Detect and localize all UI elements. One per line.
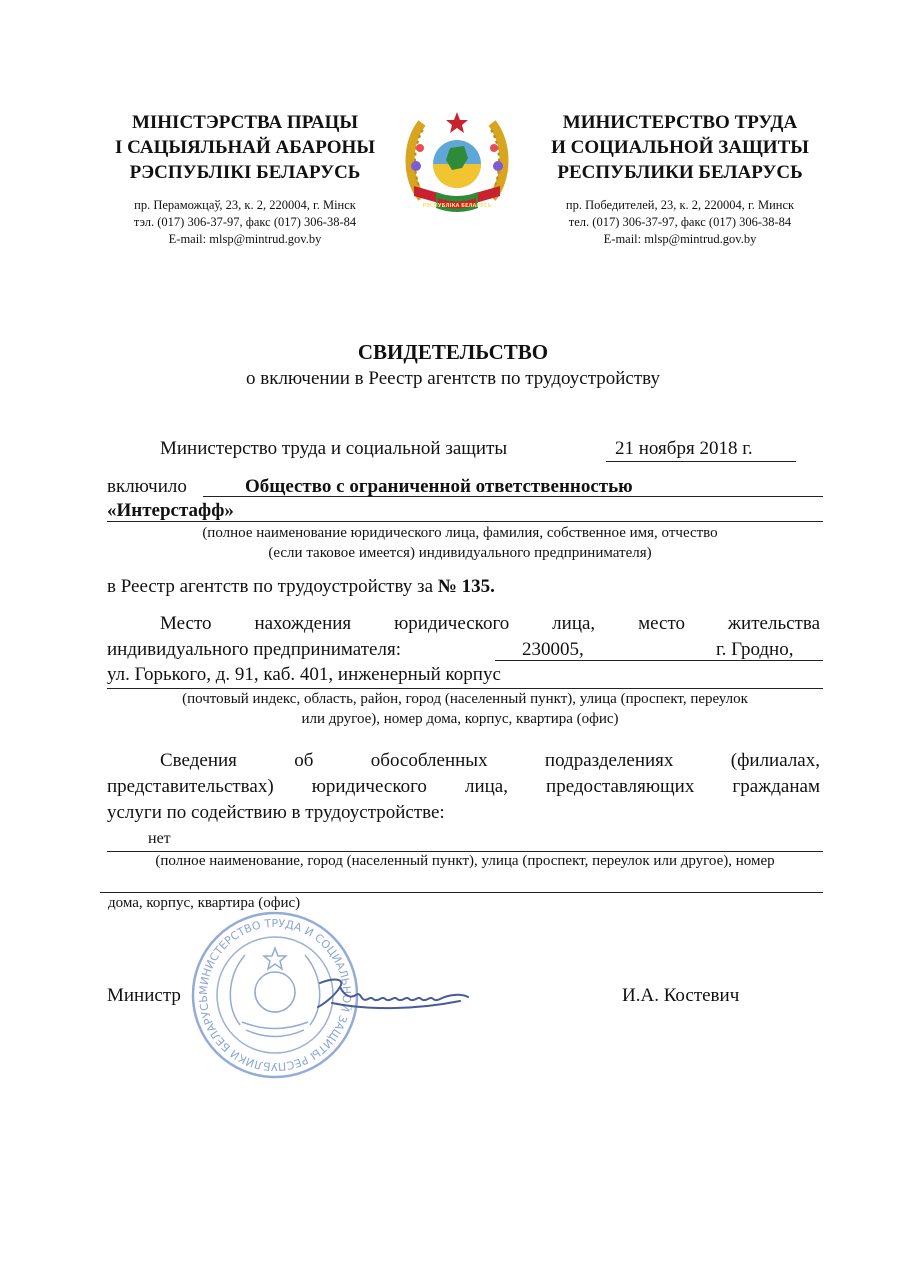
registry-text: в Реестр агентств по трудоустройству за <box>107 576 433 597</box>
handwritten-signature-icon <box>310 975 475 1013</box>
ministry-name-line: І САЦЫЯЛЬНАЙ АБАРОНЫ <box>114 137 375 158</box>
state-emblem-icon <box>402 108 512 220</box>
location-line-2: индивидуального предпринимателя: <box>107 639 401 660</box>
branches-caption-line-2: дома, корпус, квартира (офис) <box>108 895 301 911</box>
branches-line-3: услуги по содействию в трудоустройстве: <box>107 802 445 823</box>
registry-line <box>107 576 495 598</box>
ministry-name-line: РЭСПУБЛІКІ БЕЛАРУСЬ <box>129 162 361 183</box>
branches-caption-line-1: (полное наименование, город (населенный пункт), улица (проспект, переулок или другое), номер <box>155 853 775 869</box>
street-address: ул. Горького, д. 91, каб. 401, инженерный корпус <box>107 664 501 685</box>
entity-caption-line-1: (полное наименование юридического лица, фамилия, собственное имя, отчество <box>202 525 718 541</box>
signatory-name: И.А. Костевич <box>622 985 740 1006</box>
signatory-position: Министр <box>107 985 181 1006</box>
location-caption-line-2: или другое), номер дома, корпус, квартира (офис) <box>301 711 619 727</box>
location-caption-line-1: (почтовый индекс, область, район, город (населенный пункт), улица (проспект, переулок <box>182 691 748 707</box>
branches-underline-2 <box>100 892 823 893</box>
ministry-address-line: пр. Победителей, 23, к. 2, 220004, г. Минск <box>565 198 795 212</box>
address-underline <box>107 688 823 689</box>
branches-line-2: представительствах) юридического лица, предоставляющих гражданам <box>107 776 820 797</box>
entity-underline-2 <box>107 521 823 522</box>
ministry-address-line: пр. Пераможцаў, 23, к. 2, 220004, г. Мінск <box>134 198 356 212</box>
emblem-motto: РЭСПУБЛІКА БЕЛАРУСЬ <box>422 203 492 209</box>
entity-name-line-2: «Интерстафф» <box>107 500 234 521</box>
branches-underline-1 <box>107 851 823 852</box>
registry-number: № 135. <box>437 576 495 597</box>
ministry-phone-line: тел. (017) 306-37-97, факс (017) 306-38-84 <box>568 215 792 229</box>
ministry-email-line: E-mail: mlsp@mintrud.gov.by <box>603 232 757 246</box>
entity-underline-1 <box>203 496 823 497</box>
ministry-line: Министерство труда и социальной защиты <box>160 438 508 459</box>
location-line-1: Место нахождения юридического лица, место жительства <box>160 613 820 634</box>
certificate-date: 21 ноября 2018 г. <box>615 438 753 459</box>
city: г. Гродно, <box>716 639 794 660</box>
entity-name-line-1: Общество с ограниченной ответственностью <box>245 476 633 497</box>
postal-code: 230005, <box>522 639 584 660</box>
seal-ring-text: МИНИСТЕРСТВО ТРУДА И СОЦИАЛЬНОЙ ЗАЩИТЫ РЕСПУБЛИКИ БЕЛАРУСЬ <box>196 916 354 1074</box>
branches-value: нет <box>148 830 171 847</box>
entity-caption-line-2: (если таковое имеется) индивидуального предпринимателя) <box>268 545 652 561</box>
certificate-subtitle: о включении в Реестр агентств по трудоустройству <box>246 368 660 389</box>
postal-underline <box>495 660 823 661</box>
ministry-name-line: МИНИСТЕРСТВО ТРУДА <box>562 112 798 133</box>
ministry-email-line: E-mail: mlsp@mintrud.gov.by <box>168 232 322 246</box>
branches-line-1: Сведения об обособленных подразделениях (филиалах, <box>160 750 820 771</box>
ministry-name-line: РЕСПУБЛИКИ БЕЛАРУСЬ <box>557 162 803 183</box>
ministry-phone-line: тэл. (017) 306-37-97, факс (017) 306-38-84 <box>133 215 357 229</box>
date-underline <box>606 461 796 462</box>
certificate-title: СВИДЕТЕЛЬСТВО <box>357 340 549 364</box>
included-label: включило <box>107 476 187 497</box>
ministry-header-russian <box>525 110 835 248</box>
ministry-name-line: И СОЦИАЛЬНОЙ ЗАЩИТЫ <box>551 137 809 158</box>
ministry-header-belarusian <box>90 110 400 248</box>
ministry-name-line: МІНІСТЭРСТВА ПРАЦЫ <box>131 112 359 133</box>
